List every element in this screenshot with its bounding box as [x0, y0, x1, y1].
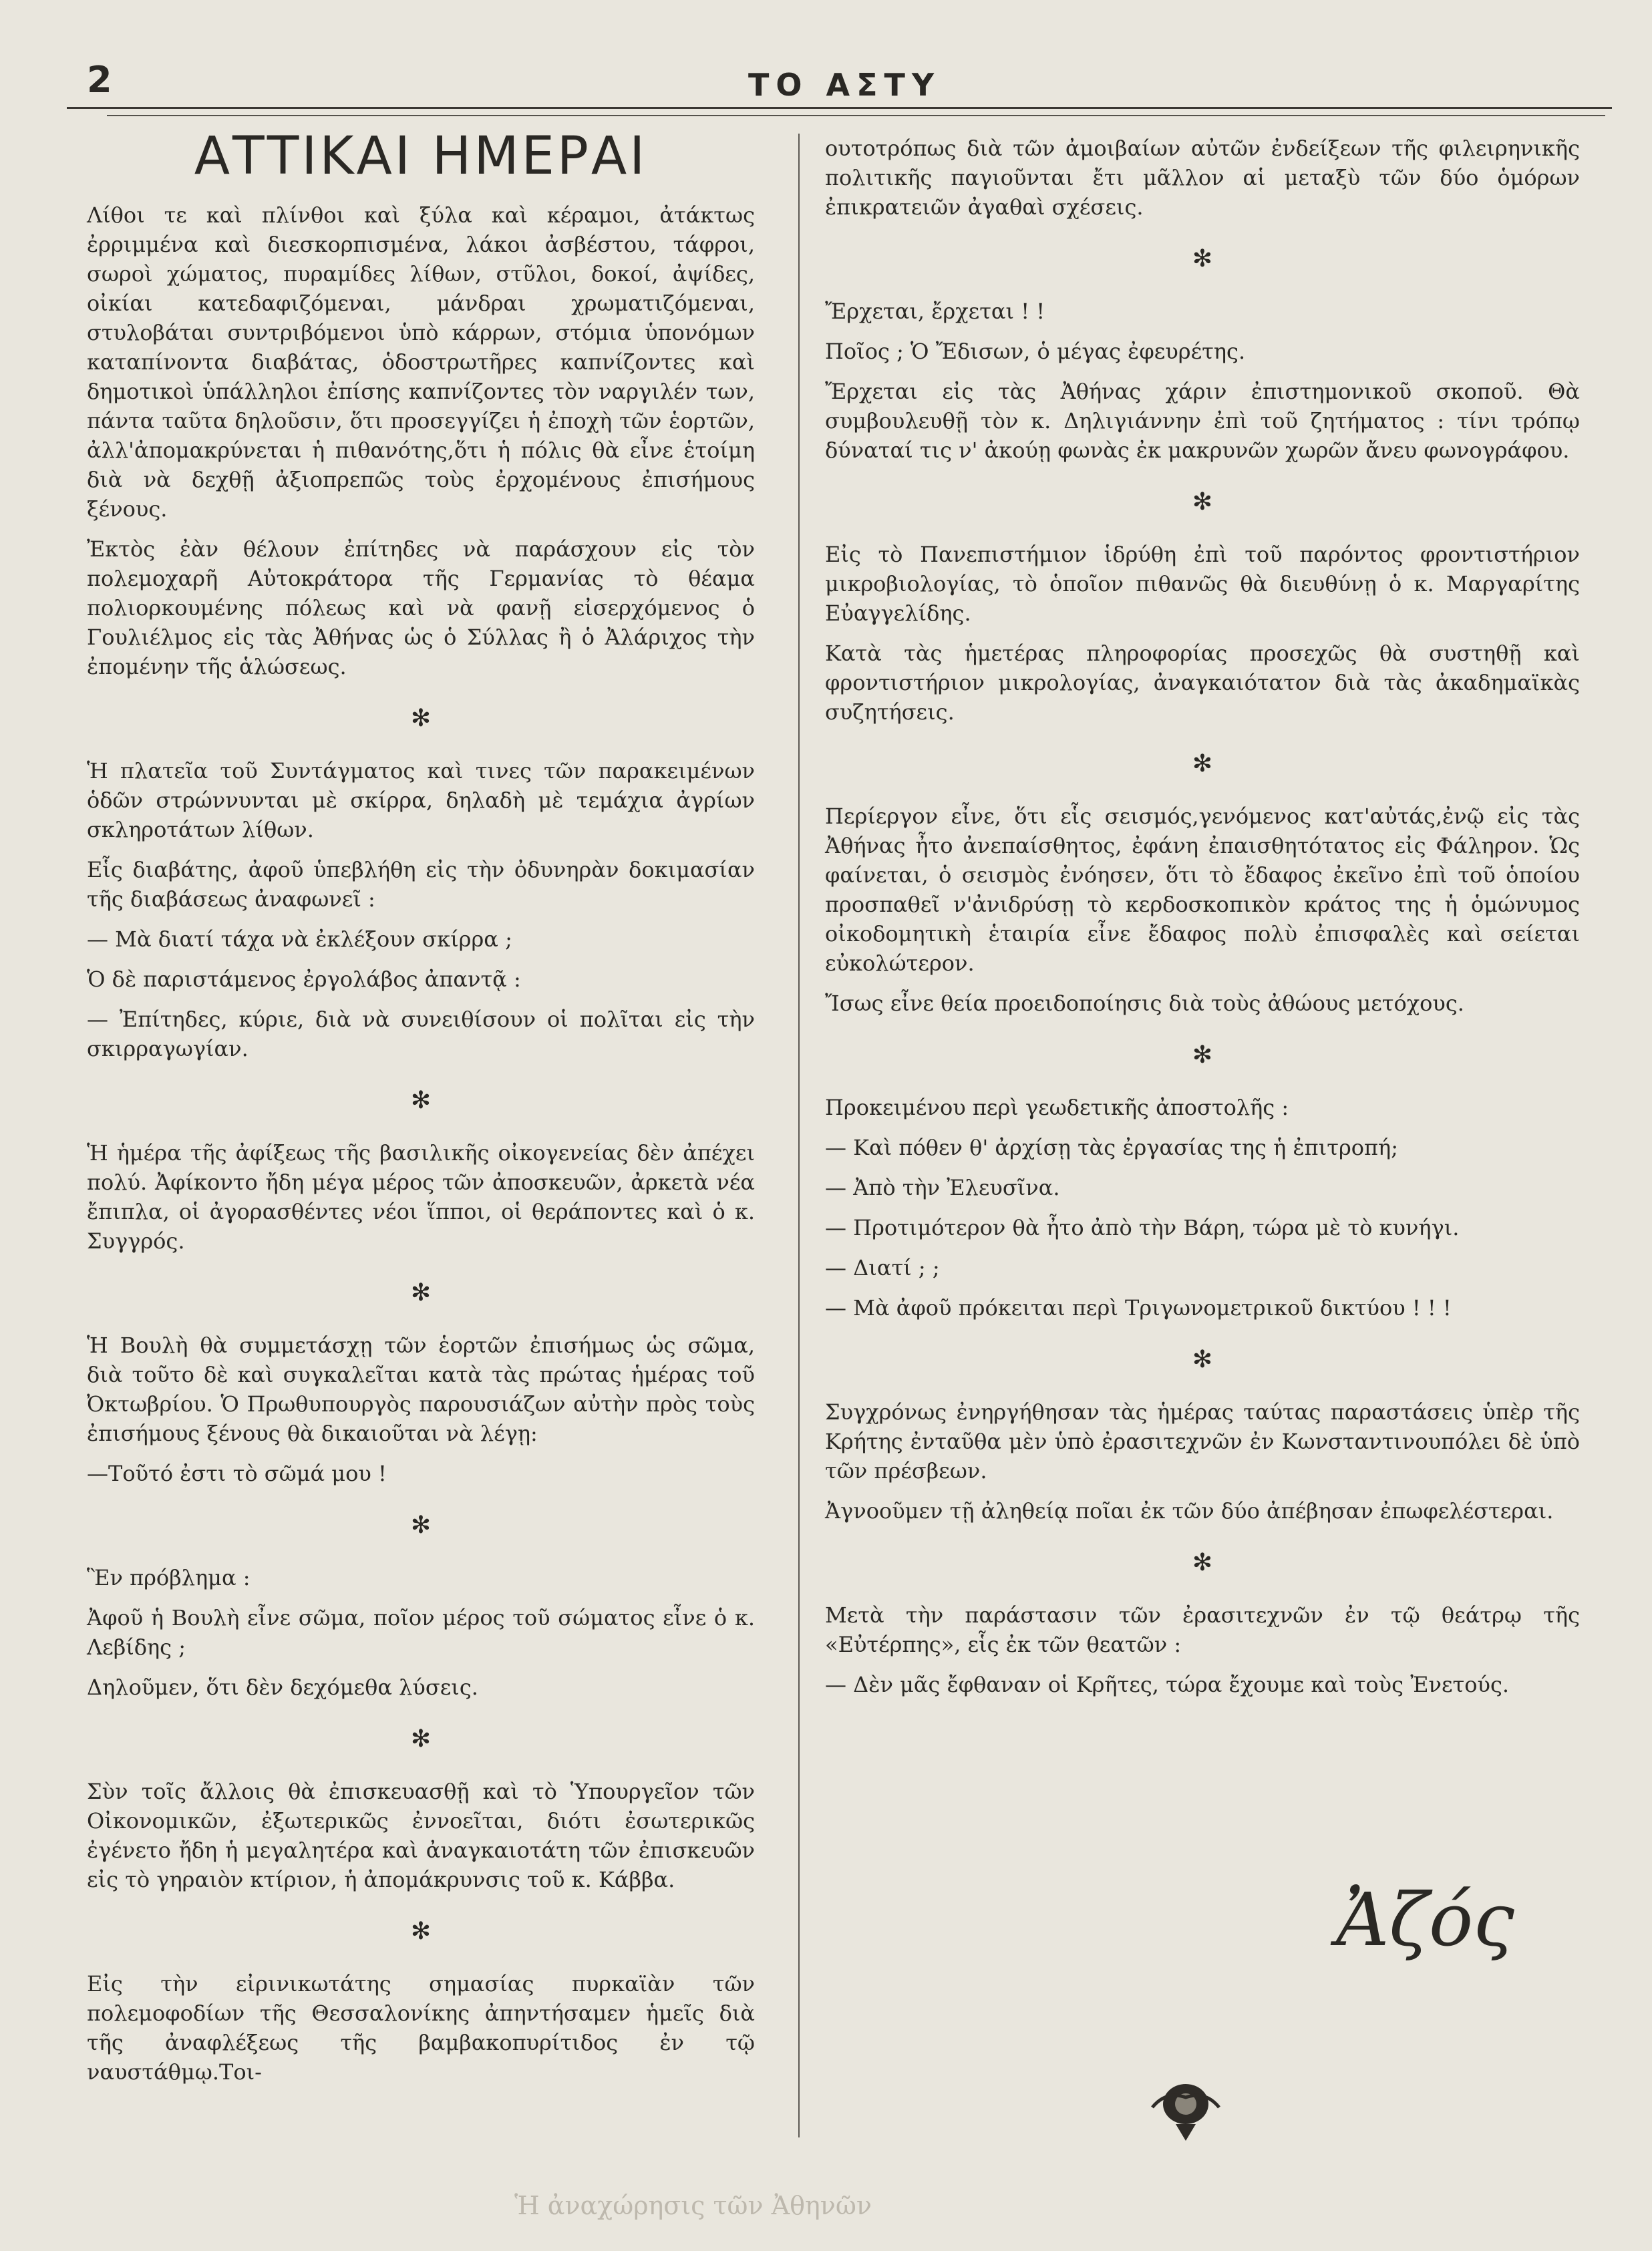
paragraph: ουτοτρόπως διὰ τῶν ἀμοιβαίων αὐτῶν ἐνδείξεων τῆς φιλειρηνικῆς πολιτικῆς παγιοῦνται ἔτι μᾶλλον αἱ μεταξὺ τῶν δύο ὁμόρων ἐπικρατειῶν ἀγαθαὶ σχέσεις. — [825, 136, 1580, 220]
journal-title: ΤΟ ΑΣΤΥ — [748, 67, 941, 103]
article-headline: ΑΤΤΙΚΑΙ ΗΜΕΡΑΙ — [194, 126, 648, 186]
paragraph: Ἀγνοοῦμεν τῇ ἀληθείᾳ ποῖαι ἐκ τῶν δύο ἀπέβησαν ἐπωφελέστεραι. — [825, 1498, 1554, 1524]
paragraph: Κατὰ τὰς ἡμετέρας πληροφορίας προσεχῶς θὰ συστηθῇ καὶ φροντιστήριον μικρολογίας, ἀναγκαιότατον διὰ τὰς ἀκαδημαϊκὰς συζητήσεις. — [825, 641, 1580, 725]
page-number: 2 — [87, 59, 112, 101]
section-divider-star: ✻ — [410, 1087, 432, 1114]
paragraph: Ἀφοῦ ἡ Βουλὴ εἶνε σῶμα, ποῖον μέρος τοῦ σώματος εἶνε ὁ κ. Λεβίδης ; — [87, 1605, 755, 1660]
paragraph: Μετὰ τὴν παράστασιν τῶν ἐρασιτεχνῶν ἐν τῷ θεάτρῳ τῆς «Εὐτέρπης», εἷς ἐκ τῶν θεατῶν : — [825, 1602, 1580, 1657]
paragraph: Ἓν πρόβλημα : — [87, 1565, 251, 1590]
paragraph: Ἔρχεται εἰς τὰς Ἀθήνας χάριν ἐπιστημονικοῦ σκοποῦ. Θὰ συμβουλευθῇ τὸν κ. Δηλιγιάννην ἐπὶ τοῦ ζητήματος : τίνι τρόπῳ δύναταί τις ν' ἀκούῃ φωνὰς ἐκ μακρυνῶν χωρῶν ἄνευ φωνογράφου. — [825, 379, 1580, 463]
header-rule — [67, 107, 1612, 109]
paragraph: — Καὶ πόθεν θ' ἀρχίσῃ τὰς ἐργασίας της ἡ ἐπιτροπή; — [825, 1135, 1398, 1160]
section-divider-star: ✻ — [1192, 750, 1213, 777]
paragraph: Ἡ ἡμέρα τῆς ἀφίξεως τῆς βασιλικῆς οἰκογενείας δὲν ἀπέχει πολύ. Ἀφίκοντο ἤδη μέγα μέρος τῶν ἀποσκευῶν, ἀρκετὰ νέα ἔπιπλα, οἱ ἀγορασθέντες νέοι ἵπποι, οἱ θεράποντες καὶ ὁ κ. Συγγρός. — [87, 1140, 755, 1254]
paragraph: Δηλοῦμεν, ὅτι δὲν δεχόμεθα λύσεις. — [87, 1675, 478, 1700]
paragraph: Λίθοι τε καὶ πλίνθοι καὶ ξύλα καὶ κέραμοι, ἀτάκτως ἐρριμμένα καὶ διεσκορπισμένα, λάκοι ἀσβέστου, τάφροι, σωροὶ χώματος, πυραμίδες λίθων, στῦλοι, δοκοί, ἀψίδες, οἰκίαι κατεδαφιζόμεναι, μάνδραι χρωματιζόμεναι, στυλοβάται συντριβόμενοι ὑπὸ κάρρων, στόμια ὑπονόμων καταπίνοντα διαβάτας, ὁδοστρωτῆρες καπνίζοντες καὶ δημοτικοὶ ὑπάλληλοι ἐπίσης καπνίζοντες τὸν ναργιλέν των, πάντα ταῦτα δηλοῦσιν, ὅτι προσεγγίζει ἡ ἐποχὴ τῶν ἑορτῶν, ἀλλ'ἀπομακρύνεται ἡ πιθανότης,ὅτι ἡ πόλις θὰ εἶνε ἑτοίμη διὰ νὰ δεχθῇ ἀξιοπρεπῶς τοὺς ἐρχομένους ἐπισήμους ξένους. — [87, 202, 755, 522]
paragraph: Εἰς τὸ Πανεπιστήμιον ἱδρύθη ἐπὶ τοῦ παρόντος φροντιστήριον μικροβιολογίας, τὸ ὁποῖον πιθανῶς θὰ διευθύνῃ ὁ κ. Μαργαρίτης Εὐαγγελίδης. — [825, 542, 1580, 626]
column-divider — [798, 134, 800, 2137]
ornament-icon — [1146, 2071, 1226, 2144]
paragraph: Ἡ πλατεῖα τοῦ Συντάγματος καὶ τινες τῶν παρακειμένων ὁδῶν στρώννυνται μὲ σκίρρα, δηλαδὴ μὲ τεμάχια ἀγρίων σκληροτάτων λίθων. — [87, 758, 755, 842]
section-divider-star: ✻ — [410, 705, 432, 732]
paragraph: Συγχρόνως ἐνηργήθησαν τὰς ἡμέρας ταύτας παραστάσεις ὑπὲρ τῆς Κρήτης ἐνταῦθα μὲν ὑπὸ ἐρασιτεχνῶν ἐν Κωνσταντινουπόλει δὲ ὑπὸ τῶν πρέσβεων. — [825, 1399, 1580, 1484]
paragraph: — Ἀπὸ τὴν Ἐλευσῖνα. — [825, 1175, 1060, 1200]
paragraph: Ἡ Βουλὴ θὰ συμμετάσχῃ τῶν ἑορτῶν ἐπισήμως ὡς σῶμα, διὰ τοῦτο δὲ καὶ συγκαλεῖται κατὰ τὰς πρώτας ἡμέρας τοῦ Ὀκτωβρίου. Ὁ Πρωθυπουργὸς παρουσιάζων αὐτὴν πρὸς τοὺς ἐπισήμους ξένους θὰ δικαιοῦται νὰ λέγῃ: — [87, 1333, 755, 1446]
faint-bleedthrough-caption: Ἡ ἀναχώρησις τῶν Ἀθηνῶν — [514, 2191, 872, 2220]
header-rule-2 — [107, 115, 1605, 116]
paragraph: Εἷς διαβάτης, ἀφοῦ ὑπεβλήθη εἰς τὴν ὀδυνηρὰν δοκιμασίαν τῆς διαβάσεως ἀναφωνεῖ : — [87, 857, 755, 912]
paragraph: — Διατί ; ; — [825, 1255, 940, 1280]
section-divider-star: ✻ — [410, 1918, 432, 1945]
page-header — [53, 47, 1599, 107]
left-column — [87, 126, 755, 2097]
author-signature: Ἀζός — [1336, 1877, 1514, 1962]
paragraph: Περίεργον εἶνε, ὅτι εἷς σεισμός,γενόμενος κατ'αὐτάς,ἐνῷ εἰς τὰς Ἀθήνας ἦτο ἀνεπαίσθητος, ἐφάνη ἐπαισθητότατος εἰς Φάληρον. Ὡς φαίνεται, ὁ σεισμὸς ἐνόησεν, ὅτι τὸ ἔδαφος ἐκεῖνο ἐπὶ τοῦ ὁποίου προσπαθεῖ ν'ἀνιδρύσῃ τὸ κερδοσκοπικὸν κράτος της ἡ ὁμώνυμος οἰκοδομητικὴ ἑταιρία εἶνε ἔδαφος πολὺ ἐπισφαλὲς καὶ σείεται εὐκολώτερον. — [825, 804, 1580, 976]
paragraph: Ποῖος ; Ὁ Ἔδισων, ὁ μέγας ἐφευρέτης. — [825, 339, 1246, 364]
paragraph: Ἴσως εἶνε θεία προειδοποίησις διὰ τοὺς ἀθώους μετόχους. — [825, 991, 1464, 1016]
paragraph: — Ἐπίτηδες, κύριε, διὰ νὰ συνειθίσουν οἱ πολῖται εἰς τὴν σκιρραγωγίαν. — [87, 1007, 755, 1061]
section-divider-star: ✻ — [1192, 1549, 1213, 1576]
section-divider-star: ✻ — [1192, 1041, 1213, 1069]
paragraph: Σὺν τοῖς ἄλλοις θὰ ἐπισκευασθῇ καὶ τὸ Ὑπουργεῖον τῶν Οἰκονομικῶν, ἐξωτερικῶς ἐννοεῖται, διότι ἐσωτερικῶς ἐγένετο ἤδη ἡ μεγαλητέρα καὶ ἀναγκαιοτάτη τῶν ἐπισκευῶν εἰς τὸ γηραιὸν κτίριον, ἡ ἀπομάκρυνσις τοῦ κ. Κάββα. — [87, 1779, 755, 1892]
section-divider-star: ✻ — [1192, 1346, 1213, 1373]
paragraph: Ἔρχεται, ἔρχεται ! ! — [825, 299, 1045, 324]
paragraph: Εἰς τὴν εἰρινικωτάτης σημασίας πυρκαϊὰν τῶν πολεμοφοδίων τῆς Θεσσαλονίκης ἀπηντήσαμεν ἡμεῖς διὰ τῆς ἀναφλέξεως τῆς βαμβακοπυρίτιδος ἐν τῷ ναυστάθμῳ.Τοι- — [87, 1971, 755, 2085]
section-divider-star: ✻ — [1192, 245, 1213, 273]
paragraph: — Μὰ διατί τάχα νὰ ἐκλέξουν σκίρρα ; — [87, 926, 512, 952]
paragraph: Ἐκτὸς ἐὰν θέλουν ἐπίτηδες νὰ παράσχουν εἰς τὸν πολεμοχαρῆ Αὐτοκράτορα τῆς Γερμανίας τὸ θέαμα πολιορκουμένης πόλεως καὶ νὰ φανῇ εἰσερχόμενος ὁ Γουλιέλμος εἰς τὰς Ἀθήνας ὡς ὁ Σύλλας ἢ ὁ Ἀλάριχος τὴν ἐπομένην τῆς ἁλώσεως. — [87, 536, 755, 679]
paragraph: Προκειμένου περὶ γεωδετικῆς ἀποστολῆς : — [825, 1095, 1289, 1120]
right-column — [825, 134, 1580, 1710]
section-divider-star: ✻ — [410, 1725, 432, 1753]
paragraph: — Μὰ ἀφοῦ πρόκειται περὶ Τριγωνομετρικοῦ δικτύου ! ! ! — [825, 1295, 1452, 1321]
section-divider-star: ✻ — [1192, 488, 1213, 516]
section-divider-star: ✻ — [410, 1512, 432, 1539]
paragraph: — Προτιμότερον θὰ ἦτο ἀπὸ τὴν Βάρη, τώρα μὲ τὸ κυνήγι. — [825, 1215, 1460, 1240]
section-divider-star: ✻ — [410, 1279, 432, 1307]
paragraph: —Τοῦτό ἐστι τὸ σῶμά μου ! — [87, 1461, 387, 1486]
paragraph: Ὁ δὲ παριστάμενος ἐργολάβος ἀπαντᾷ : — [87, 967, 521, 992]
paragraph: — Δὲν μᾶς ἔφθαναν οἱ Κρῆτες, τώρα ἔχουμε καὶ τοὺς Ἐνετούς. — [825, 1672, 1510, 1697]
